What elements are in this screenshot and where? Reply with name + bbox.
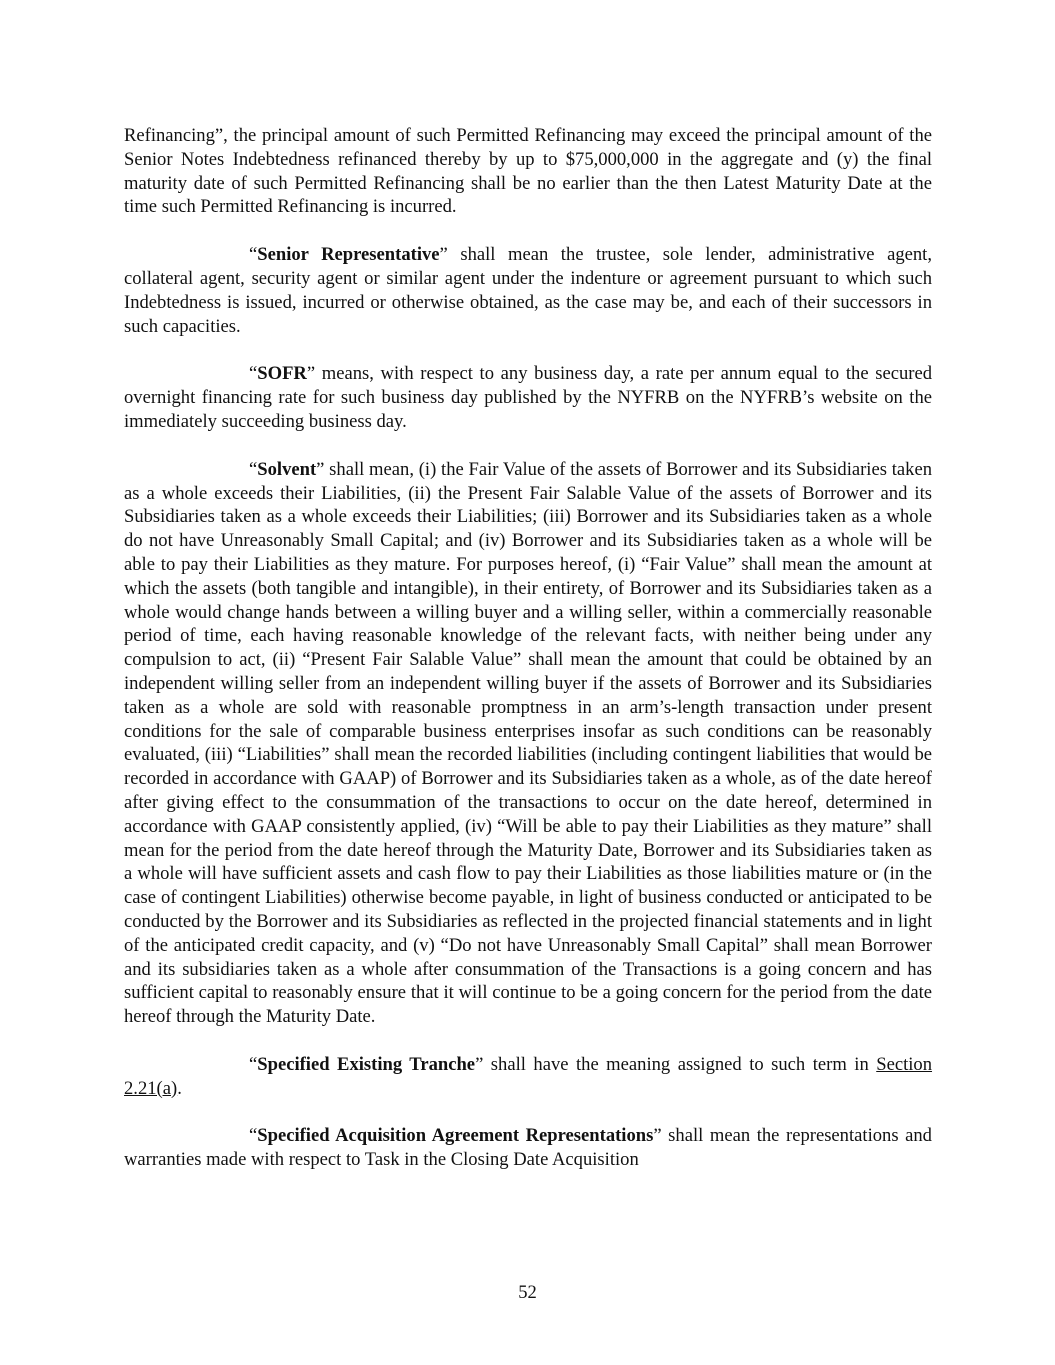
defined-term: SOFR <box>257 363 307 385</box>
definition-specified-existing-tranche <box>124 1053 932 1101</box>
definition-text: ” shall have the meaning assigned to such term in <box>475 1053 877 1075</box>
definition-text: ” shall mean the representations and warranties made with respect to Task in the Closing Date Acquisition <box>124 1125 932 1171</box>
section-cross-reference: Section 2.21(a) <box>124 1053 933 1099</box>
definition-solvent <box>124 458 932 1029</box>
open-quote: “ <box>249 244 258 266</box>
document-page <box>124 124 932 1196</box>
defined-term: Solvent <box>257 458 317 480</box>
definition-text: ” means, with respect to any business day, a rate per annum equal to the secured overnight financing rate for such business day published by the NYFRB on the NYFRB’s website on the immediately succeeding business day. <box>124 363 932 432</box>
paragraph-refinancing-continuation: Refinancing”, the principal amount of such Permitted Refinancing may exceed the principal amount of the Senior Notes Indebtedness refinanced thereby by up to $75,000,000 in the aggregate and (y) the final maturity date of such Permitted Refinancing shall be no earlier than the then Latest Maturity Date at the time such Permitted Refinancing is incurred. <box>124 125 932 218</box>
definition-senior-representative <box>124 243 932 338</box>
defined-term: Specified Existing Tranche <box>257 1053 476 1075</box>
closing-period: . <box>177 1077 182 1099</box>
open-quote: “ <box>249 1125 258 1147</box>
open-quote: “ <box>249 1053 258 1075</box>
definition-sofr <box>124 362 932 433</box>
defined-term: Specified Acquisition Agreement Representations <box>257 1125 654 1147</box>
definition-text: ” shall mean, (i) the Fair Value of the assets of Borrower and its Subsidiaries taken as a whole exceeds their Liabilities, (ii) the Present Fair Salable Value of the assets of Borrower and its Subsidiaries taken as a whole exceeds their Liabilities; (iii) Borrower and its Subsidiaries taken as a whole do not have Unreasonably Small Capital; and (iv) Borrower and its Subsidiaries taken as a whole will be able to pay their Liabilities as they mature. For purposes hereof, (i) “Fair Value” shall mean the amount at which the assets (both tangible and intangible), in their entirety, of Borrower and its Subsidiaries taken as a whole would change hands between a willing buyer and a willing seller, within a commercially reasonable period of time, each having reasonable knowledge of the relevant facts, with neither being under any compulsion to act, (ii) “Present Fair Salable Value” shall mean the amount that could be obtained by an independent willing seller from an independent willing buyer if the assets of Borrower and its Subsidiaries taken as a whole are sold with reasonable promptness in an arm’s-length transaction under present conditions for the sale of comparable business enterprises insofar as such conditions can be reasonably evaluated, (iii) “Liabilities” shall mean the recorded liabilities (including contingent liabilities that would be recorded in accordance with GAAP) of Borrower and its Subsidiaries taken as a whole, as of the date hereof after giving effect to the consummation of the transactions to occur on the date hereof, determined in accordance with GAAP consistently applied, (iv) “Will be able to pay their Liabilities as they mature” shall mean for the period from the date hereof through the Maturity Date, Borrower and its Subsidiaries taken as a whole will have sufficient assets and cash flow to pay their Liabilities as those liabilities mature or (in the case of contingent Liabilities) otherwise become payable, in light of business conducted or anticipated to be conducted by the Borrower and its Subsidiaries as reflected in the projected financial statements and in light of the anticipated credit capacity, and (v) “Do not have Unreasonably Small Capital” shall mean Borrower and its subsidiaries taken as a whole after consummation of the Transactions is a going concern and has sufficient capital to reasonably ensure that it will continue to be a going concern for the period from the date hereof through the Maturity Date. <box>124 458 932 1028</box>
definition-text: ” shall mean the trustee, sole lender, administrative agent, collateral agent, security agent or similar agent under the indenture or agreement pursuant to which such Indebtedness is issued, incurred or otherwise obtained, as the case may be, and each of their successors in such capacities. <box>124 244 932 337</box>
defined-term: Senior Representative <box>257 244 440 266</box>
open-quote: “ <box>249 458 258 480</box>
page-number: 52 <box>518 1282 537 1303</box>
definition-specified-acquisition-agreement-representations <box>124 1124 932 1172</box>
open-quote: “ <box>249 363 258 385</box>
